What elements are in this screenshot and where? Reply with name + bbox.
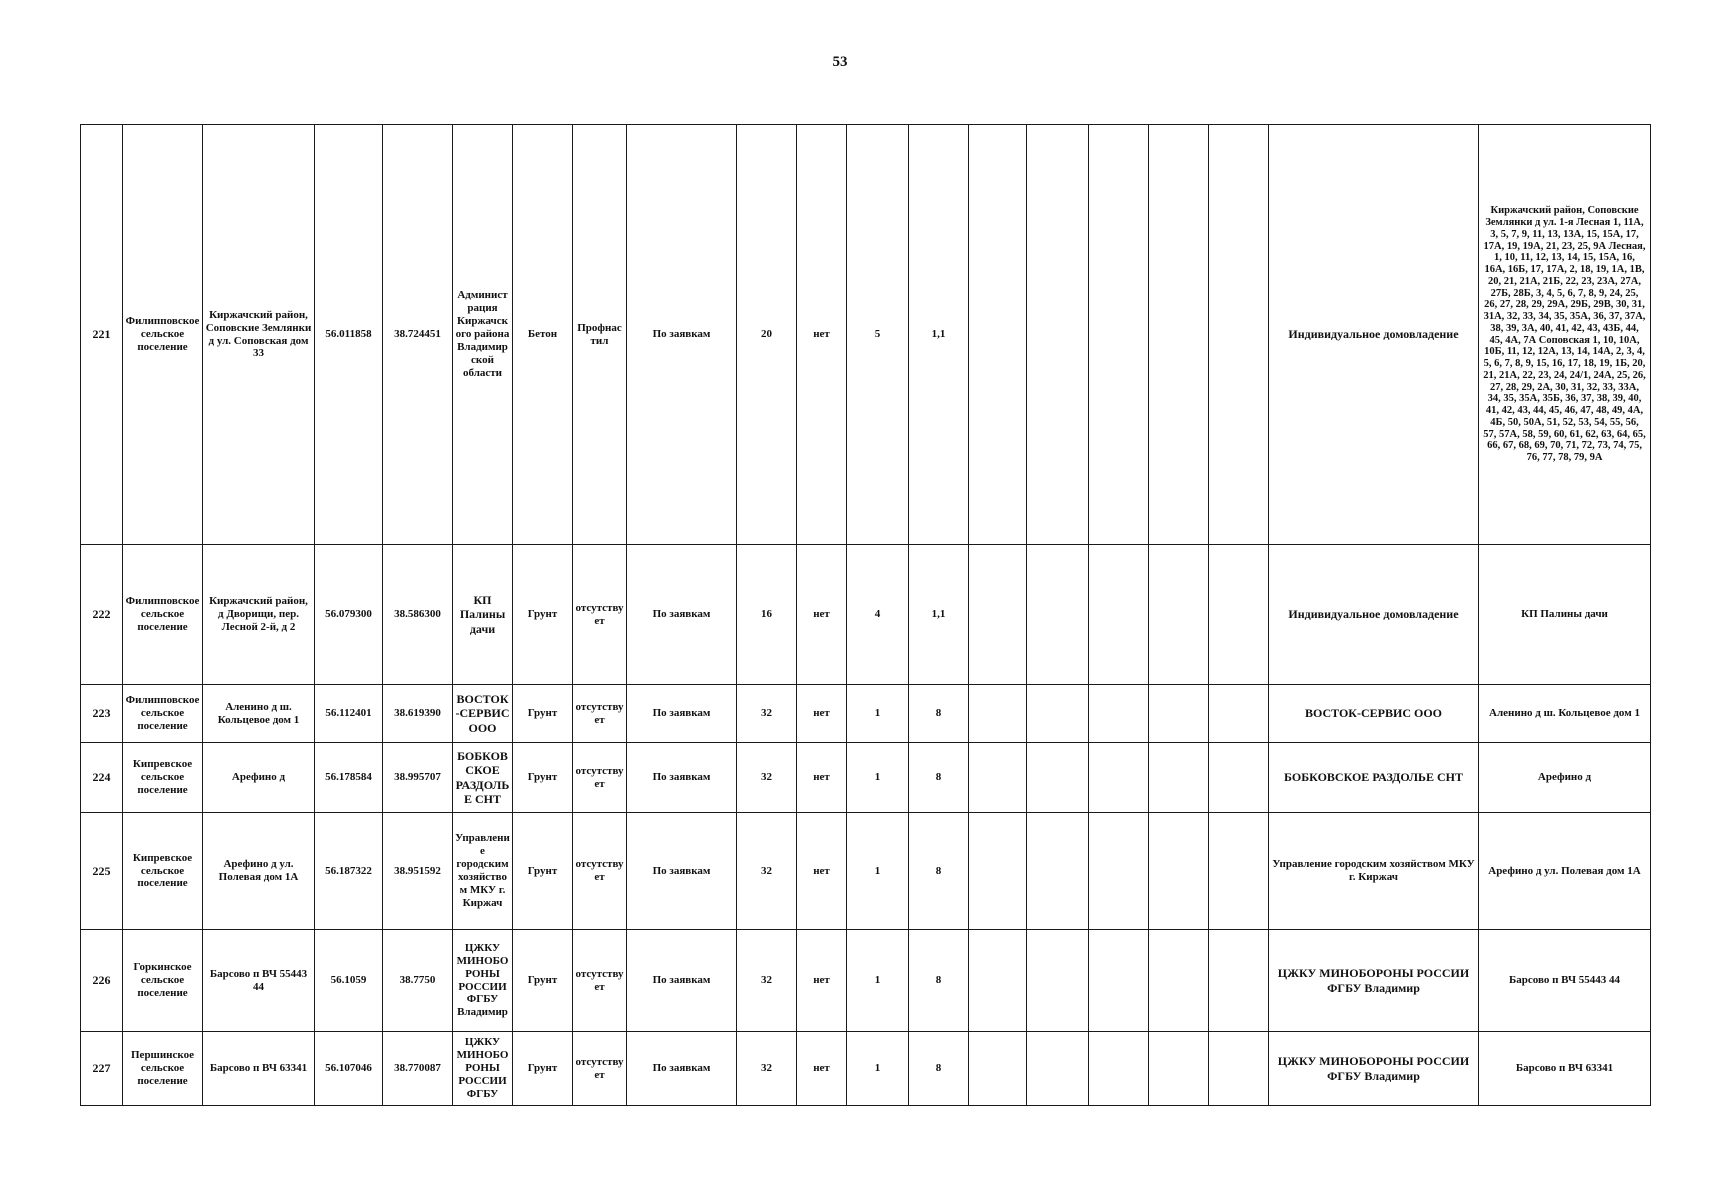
empty-cell [969,1032,1027,1106]
served-addresses: Аленино д ш. Кольцевое дом 1 [1479,685,1651,743]
row-number: 224 [81,743,123,813]
empty-cell [1209,1032,1269,1106]
site-address: Киржачский район, Соповские Землянки д ул. Соповская дом 33 [203,125,315,545]
empty-cell [1209,813,1269,930]
empty-cell [1089,1032,1149,1106]
latitude: 56.112401 [315,685,383,743]
empty-cell [969,685,1027,743]
container-count: 1 [847,930,909,1032]
canopy: нет [797,930,847,1032]
container-volume: 8 [909,685,969,743]
site-owner: ВОСТОК-СЕРВИС ООО [453,685,513,743]
surface-type: Грунт [513,545,573,685]
surface-type: Грунт [513,685,573,743]
site-address: Арефино д [203,743,315,813]
empty-cell [1027,1032,1089,1106]
container-count: 1 [847,685,909,743]
empty-cell [1209,545,1269,685]
container-count: 5 [847,125,909,545]
empty-cell [1089,545,1149,685]
site-address: Киржачский район, д Дворищи, пер. Лесной 2-й, д 2 [203,545,315,685]
site-owner: БОБКОВСКОЕ РАЗДОЛЬЕ СНТ [453,743,513,813]
container-volume: 8 [909,1032,969,1106]
row-number: 227 [81,1032,123,1106]
site-area: 32 [737,1032,797,1106]
empty-cell [1209,125,1269,545]
fence-type: отсутствует [573,1032,627,1106]
surface-type: Грунт [513,930,573,1032]
canopy: нет [797,545,847,685]
container-volume: 1,1 [909,125,969,545]
longitude: 38.586300 [383,545,453,685]
empty-cell [1149,545,1209,685]
container-volume: 8 [909,813,969,930]
waste-source-type: ЦЖКУ МИНОБОРОНЫ РОССИИ ФГБУ Владимир [1269,1032,1479,1106]
site-area: 32 [737,685,797,743]
settlement: Кипревское сельское поселение [123,743,203,813]
table-row [81,1032,1651,1106]
served-addresses: Киржачский район, Соповские Землянки д ул. 1-я Лесная 1, 11А, 3, 5, 7, 9, 11, 13, 13А, 15, 15А, 17, 17А, 19, 19А, 21, 23, 25, 9А Лесная, 1, 10, 11, 12, 13, 14, 15, 15А, 16, 16А, 16Б, 17, 17А, 2, 18, 19, 1А, 1В, 20, 21, 21А, 21Б, 22, 23, 23А, 27А, 27Б, 28Б, 3, 4, 5, 6, 7, 8, 9, 24, 25, 26, 27, 28, 29, 29А, 29Б, 29В, 30, 31, 31А, 32, 33, 34, 35, 35А, 36, 37, 37А, 38, 39, 3А, 40, 41, 42, 43, 43Б, 44, 45, 4А, 7А Соповская 1, 10, 10А, 10Б, 11, 12, 12А, 13, 14, 14А, 2, 3, 4, 5, 6, 7, 8, 9, 15, 16, 17, 18, 19, 1Б, 20, 21, 21А, 22, 23, 24, 24/1, 24А, 25, 26, 27, 28, 29, 2А, 30, 31, 32, 33, 33А, 34, 35, 35А, 35Б, 36, 37, 38, 39, 40, 41, 42, 43, 44, 45, 46, 47, 48, 49, 4А, 4Б, 50, 50А, 51, 52, 53, 54, 55, 56, 57, 57А, 58, 59, 60, 61, 62, 63, 64, 65, 66, 67, 68, 69, 70, 71, 72, 73, 74, 75, 76, 77, 78, 79, 9А [1479,125,1651,545]
latitude: 56.178584 [315,743,383,813]
table-row [81,743,1651,813]
row-number: 223 [81,685,123,743]
canopy: нет [797,125,847,545]
site-owner: Управление городским хозяйством МКУ г. Киржач [453,813,513,930]
canopy: нет [797,1032,847,1106]
longitude: 38.951592 [383,813,453,930]
removal-schedule: По заявкам [627,813,737,930]
latitude: 56.187322 [315,813,383,930]
container-volume: 1,1 [909,545,969,685]
empty-cell [969,125,1027,545]
container-count: 1 [847,1032,909,1106]
fence-type: отсутствует [573,813,627,930]
container-volume: 8 [909,930,969,1032]
empty-cell [1209,685,1269,743]
latitude: 56.079300 [315,545,383,685]
site-area: 20 [737,125,797,545]
removal-schedule: По заявкам [627,743,737,813]
longitude: 38.7750 [383,930,453,1032]
removal-schedule: По заявкам [627,545,737,685]
empty-cell [1027,125,1089,545]
table-row [81,545,1651,685]
removal-schedule: По заявкам [627,930,737,1032]
site-address: Барсово п ВЧ 55443 44 [203,930,315,1032]
container-count: 1 [847,813,909,930]
served-addresses: Арефино д [1479,743,1651,813]
settlement: Филипповское сельское поселение [123,545,203,685]
latitude: 56.1059 [315,930,383,1032]
empty-cell [1149,125,1209,545]
empty-cell [1027,813,1089,930]
container-volume: 8 [909,743,969,813]
site-owner: Администрация Киржачского района Владимирской области [453,125,513,545]
waste-source-type: Индивидуальное домовладение [1269,125,1479,545]
empty-cell [1089,743,1149,813]
empty-cell [1209,743,1269,813]
empty-cell [969,545,1027,685]
waste-source-type: Индивидуальное домовладение [1269,545,1479,685]
canopy: нет [797,813,847,930]
table-row [81,813,1651,930]
site-owner: КП Палины дачи [453,545,513,685]
row-number: 226 [81,930,123,1032]
fence-type: отсутствует [573,930,627,1032]
table-row [81,125,1651,545]
empty-cell [969,743,1027,813]
settlement: Першинское сельское поселение [123,1032,203,1106]
table-row [81,685,1651,743]
empty-cell [969,813,1027,930]
waste-source-type: ЦЖКУ МИНОБОРОНЫ РОССИИ ФГБУ Владимир [1269,930,1479,1032]
empty-cell [1027,930,1089,1032]
settlement: Филипповское сельское поселение [123,685,203,743]
removal-schedule: По заявкам [627,1032,737,1106]
empty-cell [1149,813,1209,930]
served-addresses: Барсово п ВЧ 55443 44 [1479,930,1651,1032]
canopy: нет [797,685,847,743]
latitude: 56.107046 [315,1032,383,1106]
empty-cell [1089,813,1149,930]
empty-cell [1149,685,1209,743]
surface-type: Бетон [513,125,573,545]
empty-cell [1027,545,1089,685]
site-owner: ЦЖКУ МИНОБОРОНЫ РОССИИ ФГБУ [453,1032,513,1106]
empty-cell [1089,125,1149,545]
empty-cell [1209,930,1269,1032]
served-addresses: КП Палины дачи [1479,545,1651,685]
container-count: 1 [847,743,909,813]
fence-type: отсутствует [573,545,627,685]
empty-cell [1027,743,1089,813]
site-owner: ЦЖКУ МИНОБОРОНЫ РОССИИ ФГБУ Владимир [453,930,513,1032]
empty-cell [1149,743,1209,813]
longitude: 38.995707 [383,743,453,813]
canopy: нет [797,743,847,813]
longitude: 38.770087 [383,1032,453,1106]
waste-source-type: БОБКОВСКОЕ РАЗДОЛЬЕ СНТ [1269,743,1479,813]
longitude: 38.619390 [383,685,453,743]
waste-source-type: Управление городским хозяйством МКУ г. Киржач [1269,813,1479,930]
row-number: 221 [81,125,123,545]
page-number: 53 [832,54,848,70]
site-area: 16 [737,545,797,685]
settlement: Кипревское сельское поселение [123,813,203,930]
container-count: 4 [847,545,909,685]
removal-schedule: По заявкам [627,125,737,545]
removal-schedule: По заявкам [627,685,737,743]
longitude: 38.724451 [383,125,453,545]
surface-type: Грунт [513,813,573,930]
table-row [81,930,1651,1032]
site-area: 32 [737,930,797,1032]
waste-sites-table [80,124,1651,1106]
fence-type: отсутствует [573,743,627,813]
surface-type: Грунт [513,1032,573,1106]
site-address: Аленино д ш. Кольцевое дом 1 [203,685,315,743]
empty-cell [1089,930,1149,1032]
empty-cell [1149,930,1209,1032]
empty-cell [1089,685,1149,743]
empty-cell [969,930,1027,1032]
fence-type: Профнастил [573,125,627,545]
served-addresses: Барсово п ВЧ 63341 [1479,1032,1651,1106]
fence-type: отсутствует [573,685,627,743]
site-address: Арефино д ул. Полевая дом 1А [203,813,315,930]
site-address: Барсово п ВЧ 63341 [203,1032,315,1106]
served-addresses: Арефино д ул. Полевая дом 1А [1479,813,1651,930]
empty-cell [1149,1032,1209,1106]
settlement: Горкинское сельское поселение [123,930,203,1032]
row-number: 222 [81,545,123,685]
surface-type: Грунт [513,743,573,813]
empty-cell [1027,685,1089,743]
latitude: 56.011858 [315,125,383,545]
site-area: 32 [737,813,797,930]
waste-source-type: ВОСТОК-СЕРВИС ООО [1269,685,1479,743]
settlement: Филипповское сельское поселение [123,125,203,545]
site-area: 32 [737,743,797,813]
row-number: 225 [81,813,123,930]
